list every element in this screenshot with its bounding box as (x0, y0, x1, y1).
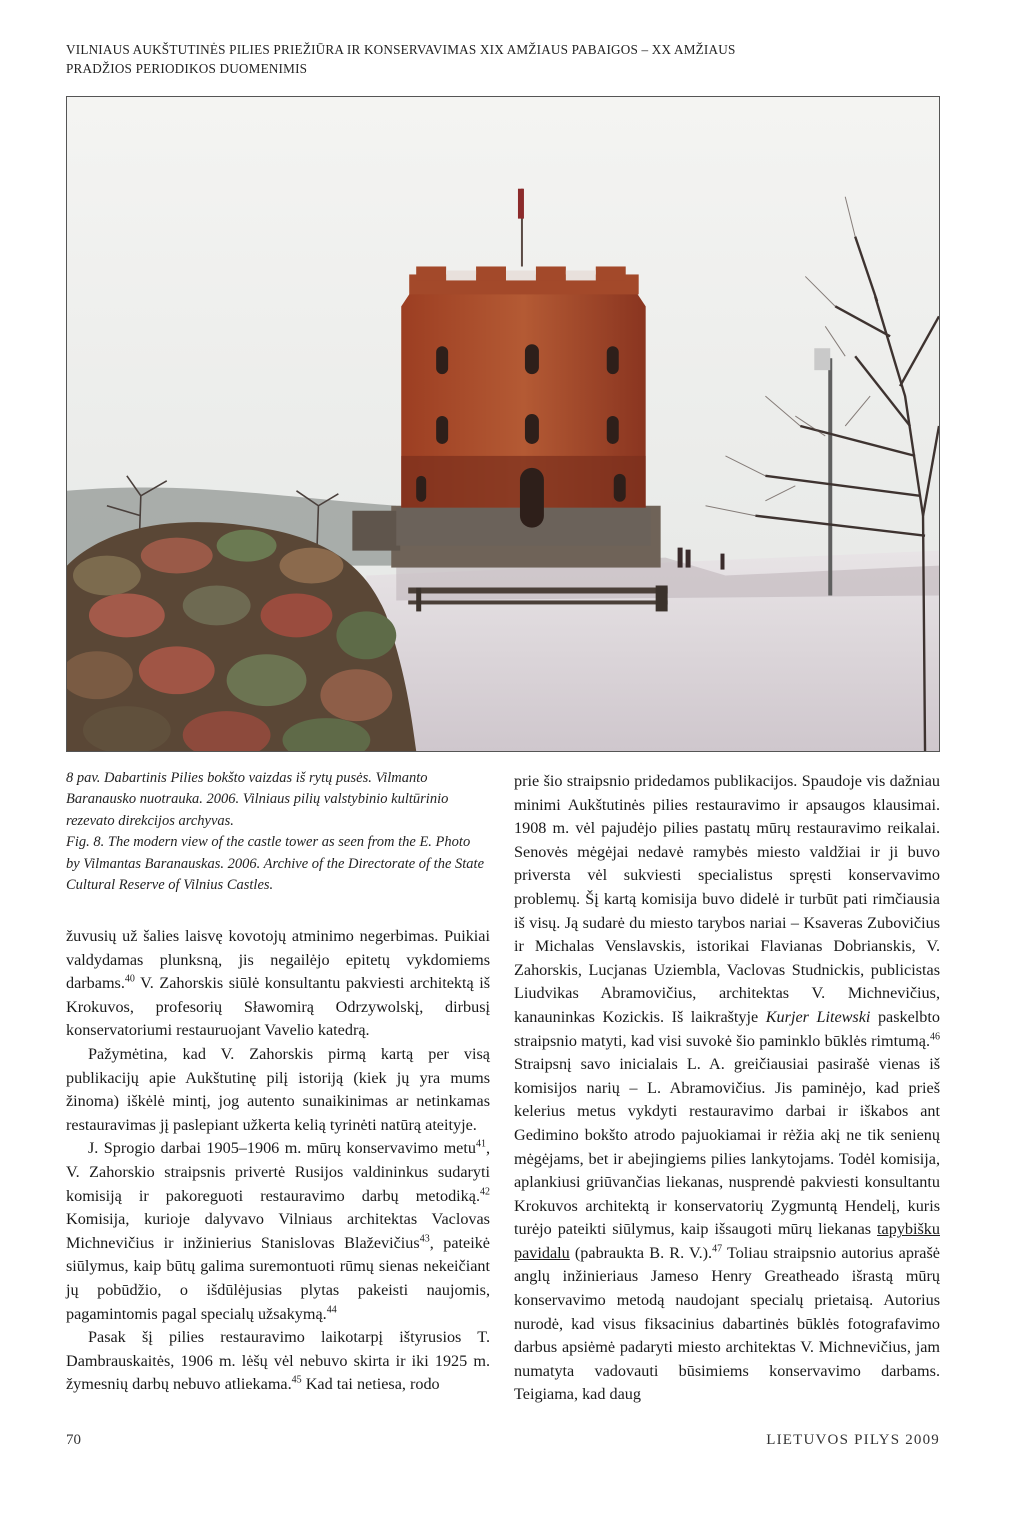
figure-caption (66, 768, 486, 896)
text-run: Toliau straipsnio autorius aprašė anglų inžinieriaus Jameso Henry Greatheado išrastą mūrų konservavimo metodą naudojant specialų prietaisą. Autorius nurodė, kad visus fiksacinius dabartinės būklės fotografavimo darbus apsiėmė padaryti miesto architektas V. Michnevičius, jam numatyta vadovauti būsimiems konservavimo darbams. Teigiama, kad daug (514, 1243, 940, 1404)
text-run: žuvusių už šalies laisvę kovotojų atminimo negerbimas. Puikiai valdydamas plunksną, jis negailėjo epitetų vykdomiems darbams. (66, 927, 490, 993)
text-run: (pabraukta B. R. V.). (569, 1243, 713, 1262)
underlined-phrase: tapybišku pavidalu (514, 1220, 940, 1262)
text-run: Kad tai netiesa, rodo (301, 1375, 440, 1394)
footnote-ref: 45 (291, 1374, 302, 1386)
footnote-ref: 42 (480, 1186, 490, 1198)
text-run: V. Zahorskis siūlė konsultantu pakviesti architektą iš Krokuvos, profesorių Sławomirą Odrzywolskį, dirbusį konservatoriumi restauruojant Vavelio katedrą. (66, 974, 490, 1040)
castle-tower-photo (66, 96, 940, 752)
footnote-ref: 47 (712, 1243, 723, 1255)
newspaper-title: Kurjer Litewski (765, 1007, 871, 1026)
text-run: Straipsnį savo inicialais L. A. greičiausiai pasirašė vienas iš komisijos narių – L. Abramovičius. Jis paminėjo, kad prieš kelerius metus vykdyti restauravimo darbai ir iškabos ant Gedimino bokšto atrodo pajuokiamai ir rėžia akį ne tik senienų mėgėjams, bet ir abejingiems pilies lankytojams. Todėl komisija, aplankiusi griūvančias liekanas, nusprendė pakviesti konsultantu Krokuvos architektą ir konservatorių Zygmuntą Hendelį, kuris turėjo pateikti siūlymus, kaip išsaugoti mūrų liekanas (514, 1055, 940, 1239)
footnote-ref: 46 (930, 1031, 940, 1043)
footnote-ref: 44 (326, 1304, 337, 1316)
caption-english: Fig. 8. The modern view of the castle tower as seen from the E. Photo by Vilmantas Baranauskas. 2006. Archive of the Directorate of the State Cultural Reserve of Vilnius Castles. (66, 834, 485, 894)
journal-footer: LIETUVOS PILYS 2009 (766, 1432, 940, 1448)
footnote-ref: 43 (419, 1233, 430, 1245)
text-run: prie šio straipsnio pridedamos publikacijos. Spaudoje vis dažniau minimi Aukštutinės pilies restauravimo ir apsaugos klausimai. 1908 m. vėl pajudėjo pilies pastatų mūrų restauravimo reikalai. Senovės mėgėjai nedavė ramybės miesto valdžiai ir ji buvo priversta vėl sukviesti specialistus spręsti konservavimo problemų. Šį kartą komisija buvo didelė ir turbūt pati rimčiausia iš visų. Ją sudarė du miesto tarybos nariai – Ksaveras Zubovičius ir Michalas Venslavskis, istorikai Flavianas Dobrianskis, V. Zahorskis, Lucjanas Uziembla, Vaclovas Studnickis, publicistas Liudvikas Abramovičius, architektas V. Michnevičius, kanauninkas Kozickis. Iš laikraštyje (514, 772, 940, 1026)
text-run: J. Sprogio darbai 1905–1906 m. mūrų konservavimo metu (88, 1139, 476, 1158)
paragraph (66, 1326, 490, 1397)
text-run: , pateikė siūlymus, kaip būtų galima suremontuoti rūmų sienas nekeičiant jų pobūdžio, o išdūlėjusias plytas pakeisti naujomis, pagamintomis pagal specialų užsakymą. (66, 1233, 490, 1323)
running-head (66, 40, 946, 78)
castle-tower-illustration (67, 97, 939, 751)
caption-lithuanian: 8 pav. Dabartinis Pilies bokšto vaizdas iš rytų pusės. Vilmanto Baranausko nuotrauka. 2006. Vilniaus pilių valstybinio kultūrinio rezevato direkcijos archyvas. (66, 770, 449, 829)
page-number: 70 (66, 1432, 81, 1448)
right-text-column (514, 770, 940, 1407)
text-run: paskelbto straipsnio matyti, kad visi suvokė šio paminklo būklės rimtumą. (514, 1007, 940, 1050)
paragraph (66, 1137, 490, 1326)
footnote-ref: 40 (124, 973, 135, 985)
footnote-ref: 41 (475, 1138, 486, 1150)
text-run: Komisija, kurioje dalyvavo Vilniaus architektas Vaclovas Michnevičius ir inžinierius Stanislovas Blaževičius (66, 1210, 490, 1252)
paragraph: Pažymėtina, kad V. Zahorskis pirmą kartą per visą publikacijų apie Aukštutinę pilį istoriją (kiek jų yra mums žinoma) iškėlė mintį, jog autento sunaikinimas ar netinkamas restauravimas jį paslepiant užkerta kelią tyrinėti natūrą ateityje. (66, 1044, 490, 1134)
running-head-line-1: VILNIAUS AUKŠTUTINĖS PILIES PRIEŽIŪRA IR KONSERVAVIMAS XIX AMŽIAUS PABAIGOS – XX AMŽIAUS (66, 42, 736, 57)
running-head-line-2: PRADŽIOS PERIODIKOS DUOMENIMIS (66, 61, 308, 76)
text-run: Pasak šį pilies restauravimo laikotarpį ištyrusios T. Dambrauskaitės, 1906 m. lėšų vėl nebuvo skirta ir iki 1925 m. žymesnių darbų nebuvo atliekama. (66, 1328, 490, 1394)
paragraph (66, 925, 490, 1043)
text-run: , V. Zahorskio straipsnis privertė Rusijos valdininkus sudaryti komisiją ir pakoreguoti restauravimo darbų metodiką. (66, 1139, 490, 1205)
left-text-column (66, 925, 490, 1397)
paragraph (514, 770, 940, 1407)
